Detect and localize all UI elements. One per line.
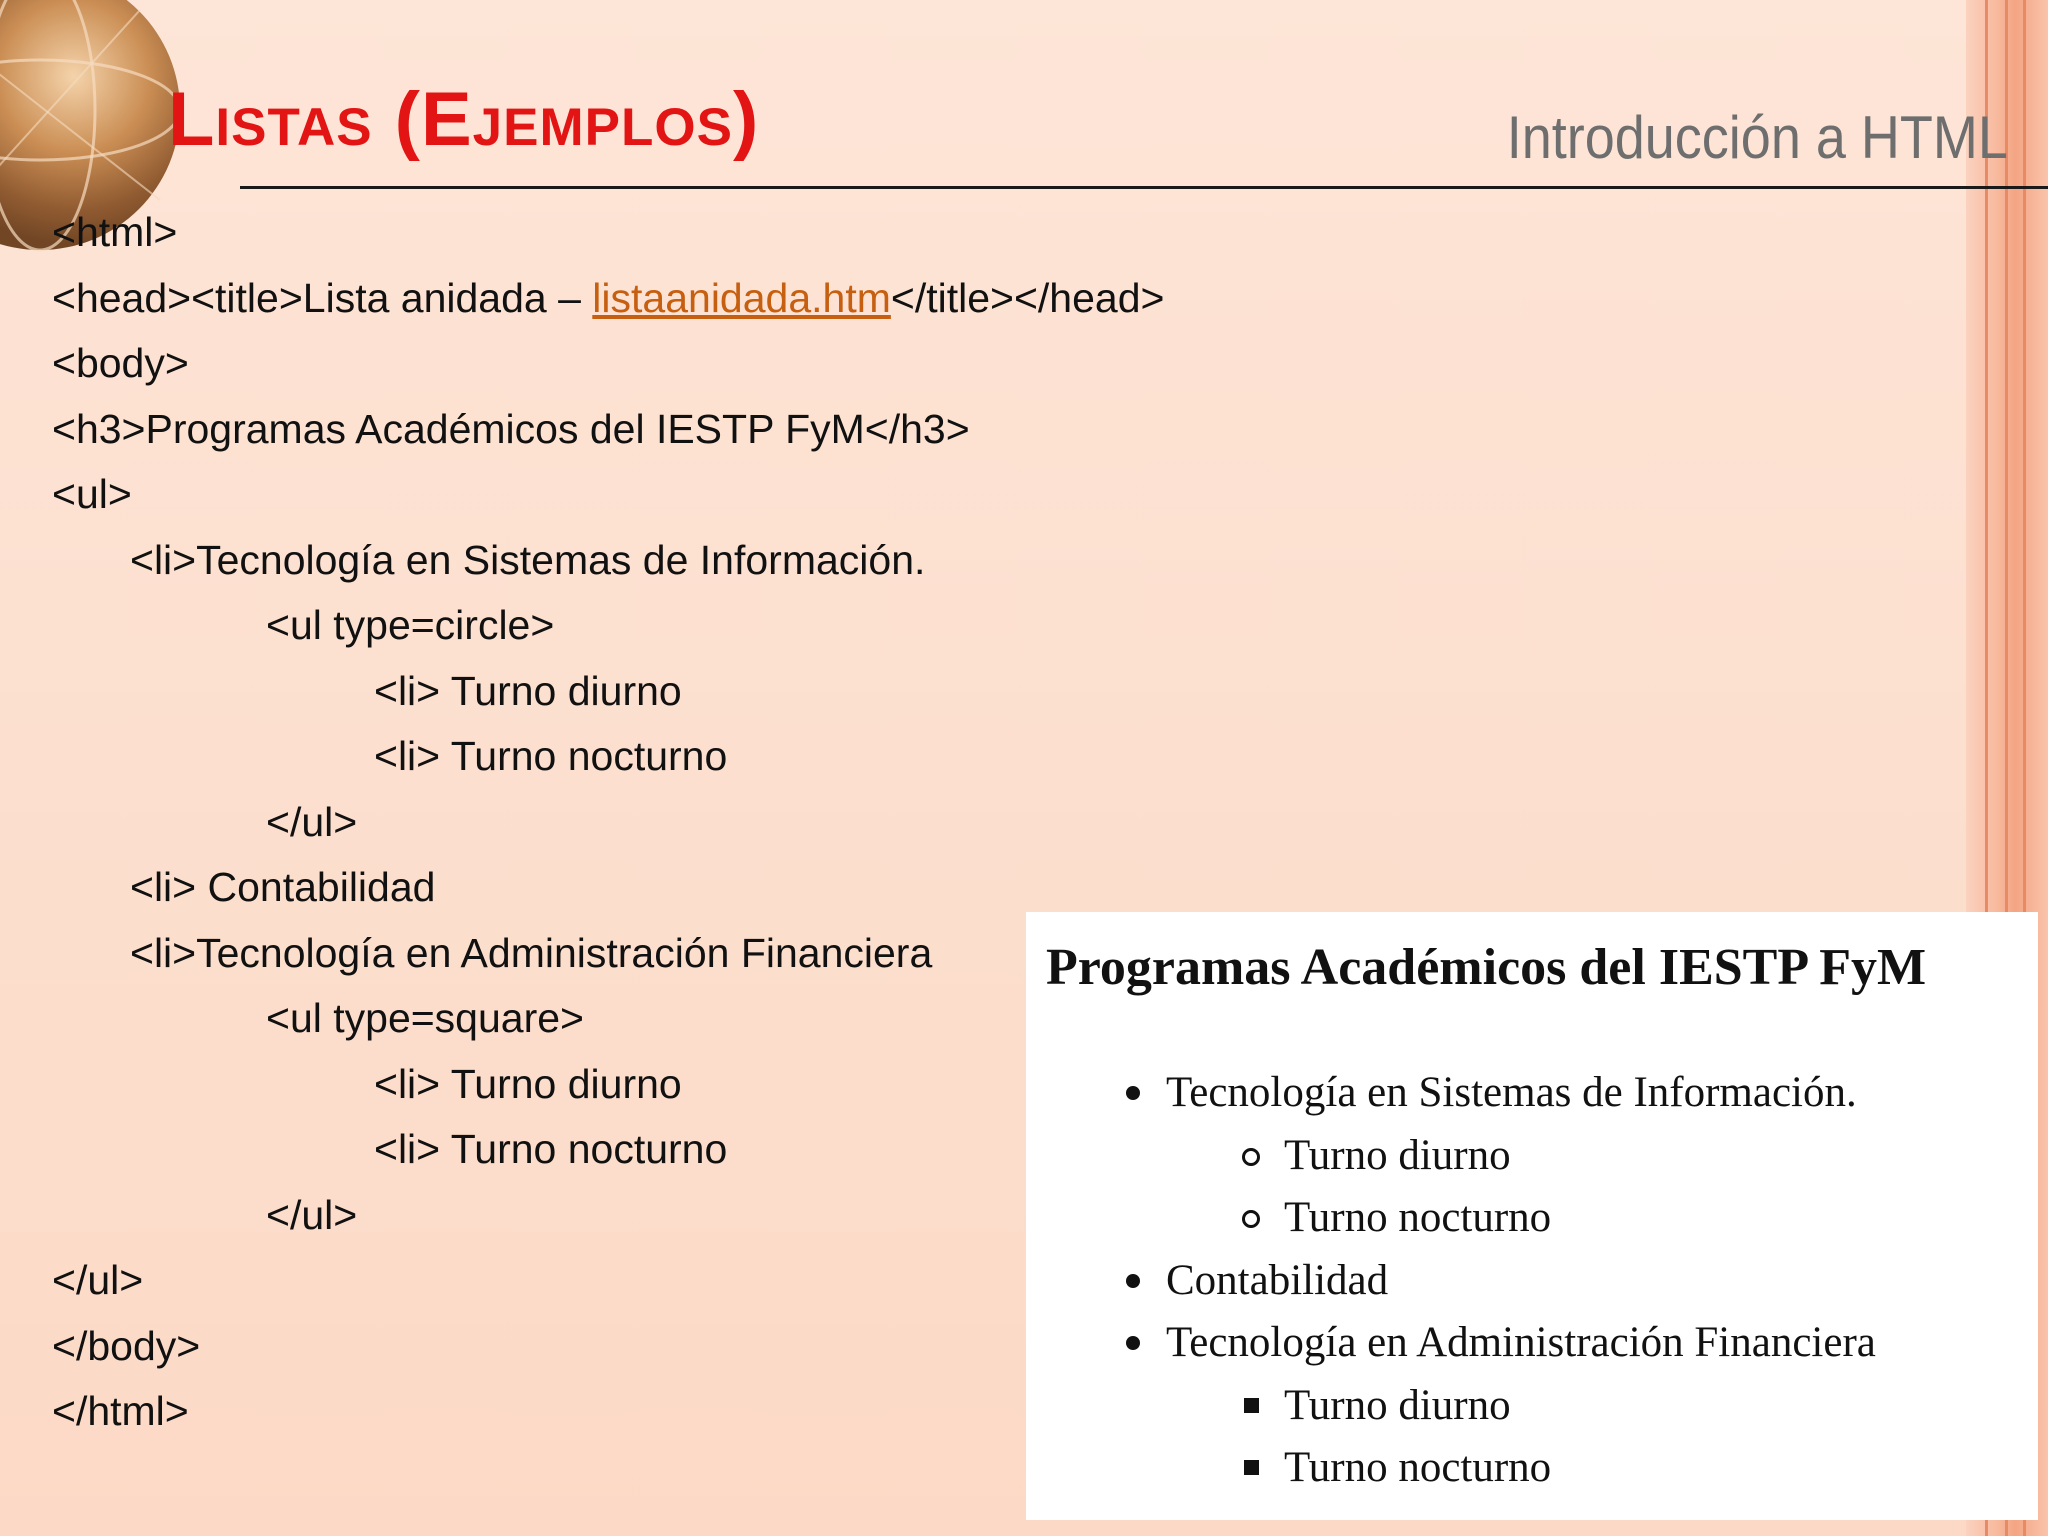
list-item [1026, 1187, 2038, 1250]
circle-bullet-icon [1242, 1148, 1260, 1166]
code-line: <ul type=square> [266, 995, 584, 1041]
code-line: <li> Turno nocturno [374, 733, 728, 779]
code-line: <h3>Programas Académicos del IESTP FyM</h3> [52, 405, 970, 452]
list-item-label: Turno nocturno [1284, 1194, 1552, 1241]
list-item [1026, 1125, 2038, 1188]
code-listing [52, 200, 1164, 1445]
list-item-label: Tecnología en Administración Financiera [1166, 1319, 1876, 1366]
code-line: <ul> [52, 471, 132, 517]
code-line: <body> [52, 340, 189, 386]
list-item [1026, 1437, 2038, 1500]
code-line: <li>Tecnología en Sistemas de Información. [130, 536, 926, 583]
list-item-label: Turno nocturno [1284, 1444, 1552, 1491]
code-text: </title></head> [890, 274, 1165, 321]
list-item [1026, 1375, 2038, 1438]
preview-list [1026, 1062, 2038, 1500]
list-item [1026, 1312, 2038, 1375]
code-line: </ul> [266, 798, 358, 845]
disc-bullet-icon [1126, 1274, 1140, 1288]
file-link[interactable]: listaanidada.htm [592, 274, 891, 321]
code-line: </ul> [52, 1257, 144, 1303]
code-line: </ul> [266, 1191, 358, 1238]
code-line: <li> Turno nocturno [374, 1126, 728, 1172]
list-item-label: Turno diurno [1284, 1381, 1511, 1429]
browser-preview [1026, 912, 2038, 1520]
preview-heading: Programas Académicos del IESTP FyM [1046, 939, 1927, 996]
disc-bullet-icon [1126, 1086, 1140, 1100]
code-line: <li> Contabilidad [130, 864, 436, 910]
disc-bullet-icon [1126, 1336, 1140, 1350]
square-bullet-icon [1244, 1398, 1259, 1413]
list-item-label: Turno diurno [1284, 1131, 1511, 1179]
list-item [1026, 1250, 2038, 1313]
code-line: </html> [52, 1388, 189, 1434]
code-line [52, 266, 1164, 332]
code-line: <li> Turno diurno [374, 667, 682, 714]
list-item [1026, 1062, 2038, 1125]
title-divider [240, 186, 2048, 189]
slide-title: Listas (Ejemplos) [168, 77, 760, 162]
code-line: <html> [52, 209, 178, 255]
code-line: <ul type=circle> [266, 602, 555, 648]
code-line: <li> Turno diurno [374, 1060, 682, 1107]
code-text: <head><title>Lista anidada – [52, 274, 593, 321]
slide-subject: Introducción a HTML [1506, 104, 2008, 171]
circle-bullet-icon [1242, 1210, 1260, 1228]
list-item-label: Tecnología en Sistemas de Información. [1166, 1069, 1857, 1116]
code-line: </body> [52, 1322, 201, 1369]
code-line: <li>Tecnología en Administración Financiera [130, 929, 933, 976]
square-bullet-icon [1244, 1460, 1259, 1475]
list-item-label: Contabilidad [1166, 1256, 1389, 1304]
